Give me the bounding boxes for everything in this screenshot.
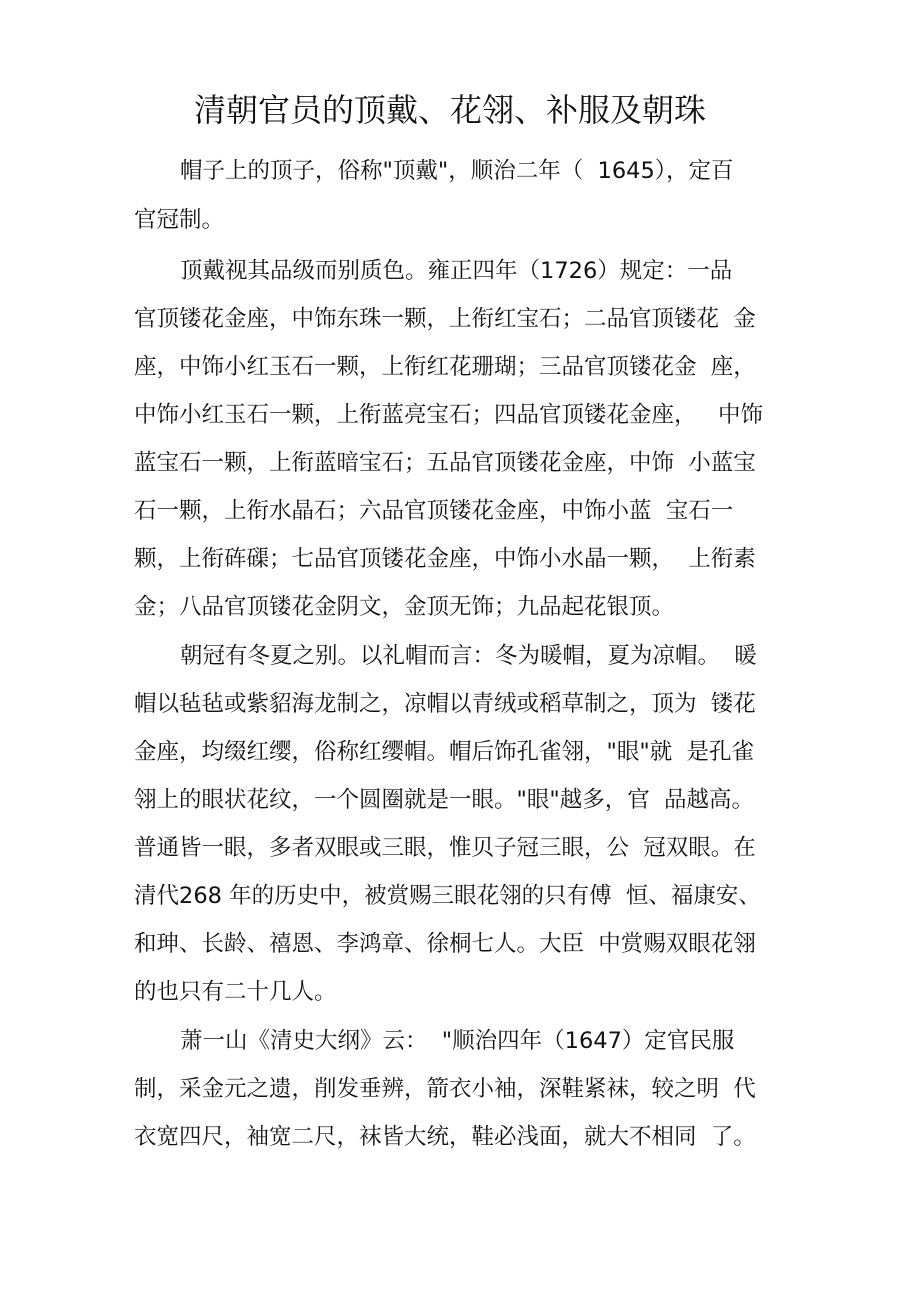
paragraph-line: 金；八品官顶镂花金阴文，金顶无饰；九品起花银顶。 xyxy=(134,594,675,620)
paragraph-line: 清代268 年的历史中，被赏赐三眼花翎的只有傅 恒、福康安、 xyxy=(134,883,761,909)
paragraph-line: 翎上的眼状花纹，一个圆圈就是一眼。"眼"越多，官 品越高。 xyxy=(134,787,755,813)
paragraph-line: 颗，上衔砗磲；七品官顶镂花金座，中饰小水晶一颗， 上衔素 xyxy=(134,546,756,572)
paragraph-line: 的也只有二十几人。 xyxy=(134,979,337,1005)
paragraph-line: 座，中饰小红玉石一颗，上衔红花珊瑚；三品官顶镂花金 座， xyxy=(134,354,756,380)
paragraph-line: 萧一山《清史大纲》云： "顺治四年（1647）定官民服 xyxy=(180,1028,735,1054)
paragraph-line: 衣宽四尺，袖宽二尺，袜皆大统，鞋必浅面，就大不相同 了。 xyxy=(134,1124,756,1150)
paragraph-line: 官冠制。 xyxy=(134,207,225,233)
paragraph-line: 帽以毡毡或紫貂海龙制之，凉帽以青绒或稻草制之，顶为 镂花 xyxy=(134,691,756,717)
paragraph-line: 制，采金元之遗，削发垂辨，箭衣小袖，深鞋紧袜，较之明 代 xyxy=(134,1076,756,1102)
paragraph-line: 朝冠有冬夏之别。以礼帽而言：冬为暖帽，夏为凉帽。 暖 xyxy=(180,643,757,669)
document-title: 清朝官员的顶戴、花翎、补服及朝珠 xyxy=(193,91,706,129)
paragraph-line: 金座，均缀红缨，俗称红缨帽。帽后饰孔雀翎，"眼"就 是孔雀 xyxy=(134,739,755,765)
paragraph-line: 蓝宝石一颗，上衔蓝暗宝石；五品官顶镂花金座，中饰 小蓝宝 xyxy=(134,450,756,476)
paragraph-line: 中饰小红玉石一颗，上衔蓝亮宝石；四品官顶镂花金座， 中饰 xyxy=(134,402,763,428)
paragraph-line: 石一颗，上衔水晶石；六品官顶镂花金座，中饰小蓝 宝石一 xyxy=(134,498,734,524)
paragraph-line: 和珅、长龄、禧恩、李鸿章、徐桐七人。大臣 中赏赐双眼花翎 xyxy=(134,931,756,957)
paragraph-line: 普通皆一眼，多者双眼或三眼，惟贝子冠三眼，公 冠双眼。在 xyxy=(134,835,756,861)
paragraph-line: 顶戴视其品级而别质色。雍正四年（1726）规定：一品 xyxy=(180,258,733,284)
paragraph-line: 帽子上的顶子，俗称"顶戴"，顺治二年（ 1645），定百 xyxy=(180,158,734,184)
paragraph-line: 官顶镂花金座，中饰东珠一颗，上衔红宝石；二品官顶镂花 金 xyxy=(134,306,756,332)
